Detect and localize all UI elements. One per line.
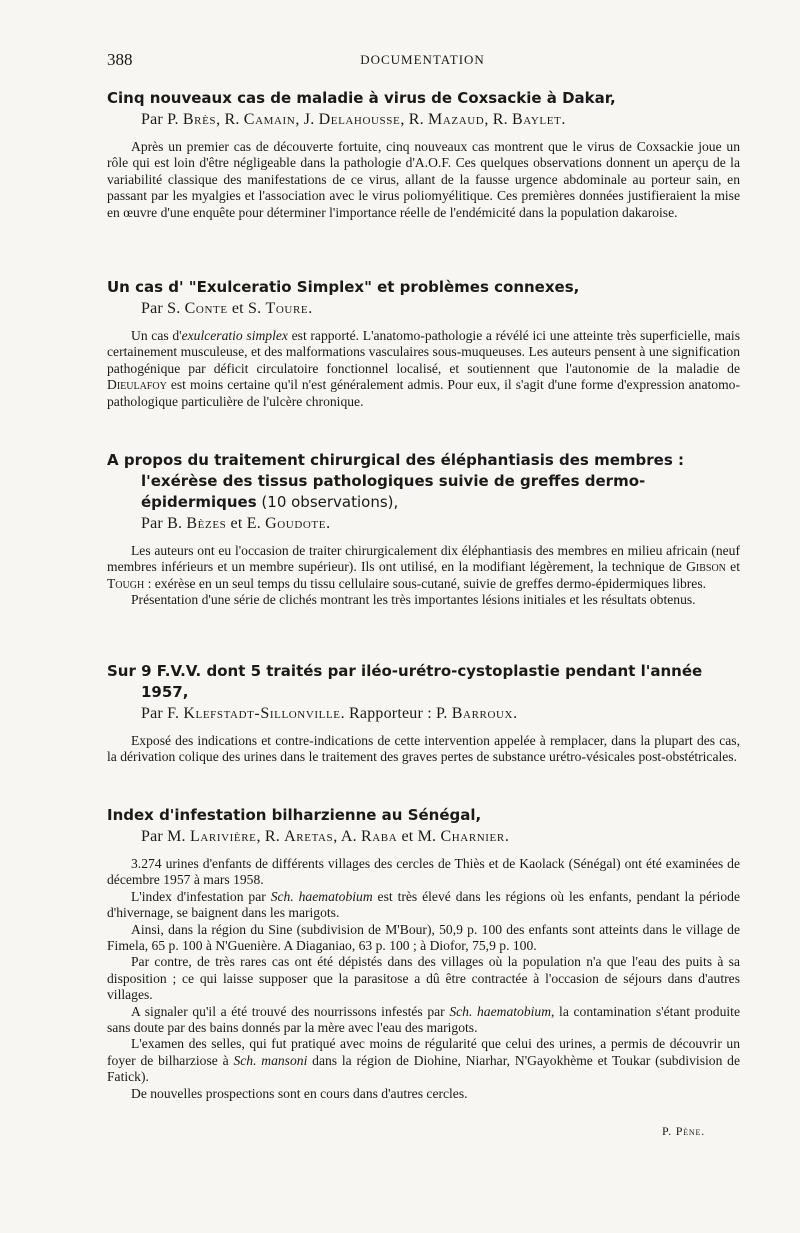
article-title: A propos du traitement chirurgical des éléphantiasis des membres : l'exérèse des tissus pathologiques suivie de greffes dermo-épidermiques (10 observations),	[107, 451, 684, 511]
article-elephantiasis	[107, 450, 740, 609]
article-paragraph: Exposé des indications et contre-indications de cette intervention appelée à remplacer, dans la plupart des cas, la dérivation colique des urines dans le traitement des graves pertes de substance urétro-vésicales post-obstétricales.	[107, 733, 740, 765]
article-paragraph: A signaler qu'il a été trouvé des nourrissons infestés par Sch. haematobium, la contamination s'étant produite sans doute par des bains donnés par la mère avec l'eau des marigots.	[107, 1003, 740, 1036]
article-paragraph: Après un premier cas de découverte fortuite, cinq nouveaux cas montrent que le virus de Coxsackie joue un rôle qui est loin d'être négligeable dans la pathologie d'A.O.F. Ces quelques observations donnent un aperçu de la variabilité classique des manifestations de ce virus, allant de la fausse urgence abdominale au porteur sain, en passant par les myalgies et l'association avec le virus poliomyélitique. Ces premières données justifieraient la mise en œuvre d'une enquête pour déterminer l'importance réelle de l'endémicité dans la population dakaroise.	[107, 139, 740, 220]
article-authors: Par B. Bèzes et E. Goudote.	[141, 515, 331, 532]
article-exulceratio	[107, 277, 740, 410]
article-bilharziose	[107, 805, 740, 1102]
article-paragraph: 3.274 urines d'enfants de différents villages des cercles de Thiès et de Kaolack (Sénégal) ont été examinées de décembre 1957 à mars 1958.	[107, 856, 740, 888]
article-authors: Par S. Conte et S. Toure.	[141, 300, 313, 317]
article-paragraph: De nouvelles prospections sont en cours dans d'autres cercles.	[131, 1085, 468, 1101]
page-number: 388	[107, 50, 133, 69]
article-paragraph: Un cas d'exulceratio simplex est rapporté. L'anatomo-pathologie a révélé ici une atteinte très superficielle, mais certainement musculeuse, et des malformations vasculaires sous-muqueuses. Les auteurs pensent à une signification pathogénique par déficit circulatoire fonctionnel localisé, et soutiennent que l'autonomie de la maladie de Dieulafoy est moins certaine qu'il n'est généralement admis. Pour eux, il s'agit d'une forme d'expression anatomo-pathologique particulière de l'ulcère chronique.	[107, 328, 740, 409]
article-paragraph: Ainsi, dans la région du Sine (subdivision de M'Bour), 50,9 p. 100 des enfants sont atteints dans le village de Fimela, 65 p. 100 à N'Guenière. A Diaganiao, 63 p. 100 ; à Diofor, 75,9 p. 100.	[107, 921, 740, 954]
article-paragraph: L'index d'infestation par Sch. haematobium est très élevé dans les régions où les enfants, pendant la période d'hivernage, se baignent dans les marigots.	[107, 888, 740, 921]
signature: P. Pène.	[662, 1124, 705, 1138]
running-head: DOCUMENTATION	[360, 52, 485, 67]
page-header	[107, 50, 738, 70]
article-paragraph: Par contre, de très rares cas ont été dépistés dans des villages où la population n'a que l'eau des puits à sa disposition ; ce qui laisse supposer que la parasitose a dû être contractée à l'occasion de séjours dans d'autres villages.	[107, 954, 740, 1003]
article-authors: Par M. Larivière, R. Aretas, A. Raba et M. Charnier.	[141, 828, 510, 845]
article-fvv	[107, 661, 740, 766]
article-authors: Par P. Brès, R. Camain, J. Delahousse, R. Mazaud, R. Baylet.	[141, 111, 566, 128]
article-paragraph: Présentation d'une série de clichés montrant les très importantes lésions initiales et les résultats obtenus.	[131, 592, 696, 608]
article-paragraph: L'examen des selles, qui fut pratiqué avec moins de régularité que celui des urines, a permis de découvrir un foyer de bilharziose à Sch. mansoni dans la région de Diohine, Niarhar, N'Gayokhème et Toukar (subdivision de Fatick).	[107, 1036, 741, 1085]
article-authors: Par F. Klefstadt-Sillonville. Rapporteur : P. Barroux.	[141, 705, 518, 722]
article-title: Un cas d' "Exulceratio Simplex" et problèmes connexes,	[107, 278, 580, 296]
article-paragraph: Les auteurs ont eu l'occasion de traiter chirurgicalement dix éléphantiasis des membres en milieu africain (neuf membres inférieurs et un membre supérieur). Ils ont utilisé, en la modifiant légèrement, la technique de Gibson et Tough : exérèse en un seul temps du tissu cellulaire sous-cutané, suivie de greffes dermo-épidermiques libres.	[107, 543, 740, 591]
article-title: Index d'infestation bilharzienne au Sénégal,	[107, 806, 482, 824]
article-coxsackie	[107, 88, 740, 221]
article-title: Cinq nouveaux cas de maladie à virus de Coxsackie à Dakar,	[107, 89, 616, 107]
article-title: Sur 9 F.V.V. dont 5 traités par iléo-urétro-cystoplastie pendant l'année 1957,	[107, 662, 703, 701]
